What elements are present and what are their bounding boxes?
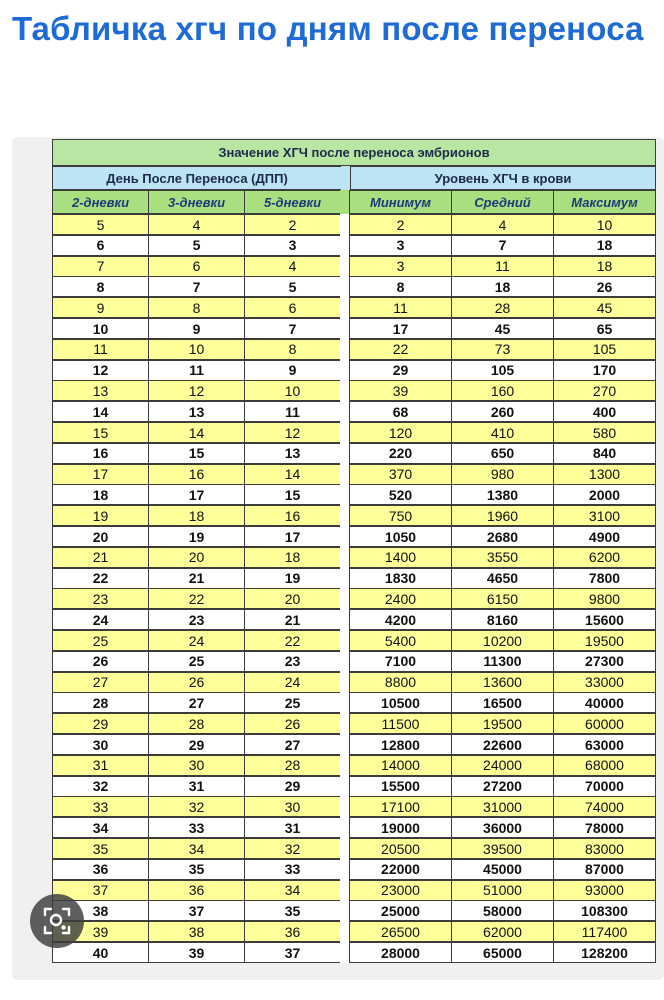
table-cell: 10 — [52, 318, 149, 339]
table-cell: 11300 — [451, 651, 554, 672]
table-cell: 24000 — [451, 755, 554, 776]
table-title: Значение ХГЧ после переноса эмбрионов — [52, 139, 656, 166]
table-cell: 93000 — [553, 880, 656, 901]
table-cell: 4 — [148, 214, 245, 235]
table-cell: 120 — [349, 422, 452, 443]
table-cell: 11 — [148, 360, 245, 381]
table-cell: 11 — [52, 339, 149, 360]
table-row — [53, 319, 657, 340]
table-row — [53, 298, 657, 319]
table-row — [53, 402, 657, 423]
table-cell: 14000 — [349, 755, 452, 776]
table-cell: 3 — [349, 256, 452, 277]
table-cell: 270 — [553, 380, 656, 401]
table-cell: 10200 — [451, 630, 554, 651]
table-cell: 45 — [451, 318, 554, 339]
table-cell: 45000 — [451, 859, 554, 880]
table-cell: 117400 — [553, 921, 656, 942]
table-cell: 19500 — [451, 713, 554, 734]
table-cell: 1300 — [553, 464, 656, 485]
column-header-row — [53, 191, 657, 215]
table-cell: 6200 — [553, 547, 656, 568]
col-min-header: Минимум — [349, 190, 452, 214]
table-cell: 60000 — [553, 713, 656, 734]
table-cell: 36 — [244, 921, 341, 942]
table-row — [53, 797, 657, 818]
table-cell: 28 — [244, 755, 341, 776]
table-cell: 15600 — [553, 609, 656, 630]
table-cell: 18 — [553, 235, 656, 256]
table-cell: 28000 — [349, 942, 452, 963]
table-cell: 108300 — [553, 900, 656, 921]
table-row — [53, 714, 657, 735]
table-cell: 19500 — [553, 630, 656, 651]
table-row — [53, 777, 657, 798]
table-cell: 58000 — [451, 900, 554, 921]
table-cell: 19 — [244, 568, 341, 589]
table-cell: 30 — [244, 796, 341, 817]
table-row — [53, 860, 657, 881]
table-cell: 15500 — [349, 776, 452, 797]
table-cell: 22 — [244, 630, 341, 651]
table-cell: 2 — [244, 214, 341, 235]
table-cell: 8 — [148, 297, 245, 318]
table-cell: 25000 — [349, 900, 452, 921]
table-cell: 4200 — [349, 609, 452, 630]
table-row — [53, 589, 657, 610]
table-cell: 4 — [451, 214, 554, 235]
table-cell: 9 — [244, 360, 341, 381]
table-cell: 25 — [244, 692, 341, 713]
table-cell: 3 — [244, 235, 341, 256]
table-cell: 39500 — [451, 838, 554, 859]
table-cell: 260 — [451, 401, 554, 422]
table-cell: 10 — [244, 380, 341, 401]
table-cell: 8160 — [451, 609, 554, 630]
table-row — [53, 381, 657, 402]
table-cell: 6 — [52, 235, 149, 256]
col-5day-header: 5-дневки — [244, 190, 341, 214]
table-row — [53, 340, 657, 361]
table-cell: 30 — [52, 734, 149, 755]
table-cell: 13600 — [451, 672, 554, 693]
table-cell: 24 — [148, 630, 245, 651]
table-cell: 62000 — [451, 921, 554, 942]
table-cell: 7 — [244, 318, 341, 339]
table-cell: 3100 — [553, 505, 656, 526]
table-cell: 24 — [244, 672, 341, 693]
table-cell: 20500 — [349, 838, 452, 859]
table-row — [53, 277, 657, 298]
table-cell: 25 — [52, 630, 149, 651]
table-cell: 31 — [244, 817, 341, 838]
table-cell: 7 — [52, 256, 149, 277]
table-cell: 19 — [52, 505, 149, 526]
table-cell: 37 — [244, 942, 341, 963]
table-row — [53, 756, 657, 777]
table-row — [53, 361, 657, 382]
table-cell: 5400 — [349, 630, 452, 651]
table-cell: 400 — [553, 401, 656, 422]
visual-search-lens-icon — [41, 905, 73, 937]
table-cell: 980 — [451, 464, 554, 485]
table-row — [53, 839, 657, 860]
table-cell: 83000 — [553, 838, 656, 859]
table-cell: 4650 — [451, 568, 554, 589]
table-cell: 37 — [148, 900, 245, 921]
table-cell: 26 — [553, 276, 656, 297]
table-cell: 39 — [52, 921, 149, 942]
table-cell: 1380 — [451, 484, 554, 505]
table-cell: 10 — [553, 214, 656, 235]
table-cell: 20 — [148, 547, 245, 568]
table-cell: 15 — [244, 484, 341, 505]
table-cell: 8800 — [349, 672, 452, 693]
table-cell: 78000 — [553, 817, 656, 838]
table-cell: 23 — [148, 609, 245, 630]
table-cell: 2000 — [553, 484, 656, 505]
table-title-row — [53, 140, 657, 167]
table-cell: 22600 — [451, 734, 554, 755]
table-cell: 5 — [244, 276, 341, 297]
table-cell: 22000 — [349, 859, 452, 880]
table-row — [53, 485, 657, 506]
table-cell: 7 — [148, 276, 245, 297]
table-cell: 28 — [451, 297, 554, 318]
table-cell: 31 — [52, 755, 149, 776]
table-row — [53, 215, 657, 236]
table-cell: 12 — [52, 360, 149, 381]
table-cell: 26 — [244, 713, 341, 734]
table-cell: 16 — [52, 443, 149, 464]
table-cell: 65 — [553, 318, 656, 339]
table-cell: 27300 — [553, 651, 656, 672]
table-cell: 3550 — [451, 547, 554, 568]
table-cell: 21 — [244, 609, 341, 630]
table-cell: 29 — [244, 776, 341, 797]
table-cell: 29 — [148, 734, 245, 755]
page-title: Табличка хгч по дням после переноса — [12, 10, 644, 47]
table-cell: 128200 — [553, 942, 656, 963]
table-cell: 17 — [349, 318, 452, 339]
table-cell: 28 — [148, 713, 245, 734]
table-cell: 27 — [148, 692, 245, 713]
table-cell: 105 — [451, 360, 554, 381]
table-row — [53, 527, 657, 548]
table-cell: 11 — [244, 401, 341, 422]
table-row — [53, 423, 657, 444]
table-cell: 36000 — [451, 817, 554, 838]
table-cell: 11 — [451, 256, 554, 277]
col-3day-header: 3-дневки — [148, 190, 245, 214]
table-cell: 35 — [52, 838, 149, 859]
table-cell: 35 — [148, 859, 245, 880]
table-cell: 37 — [52, 880, 149, 901]
table-cell: 68 — [349, 401, 452, 422]
table-cell: 24 — [52, 609, 149, 630]
table-cell: 63000 — [553, 734, 656, 755]
table-cell: 68000 — [553, 755, 656, 776]
table-cell: 1400 — [349, 547, 452, 568]
table-cell: 38 — [148, 921, 245, 942]
table-cell: 10 — [148, 339, 245, 360]
table-cell: 40 — [52, 942, 149, 963]
table-cell: 2 — [349, 214, 452, 235]
table-cell: 31000 — [451, 796, 554, 817]
table-cell: 45 — [553, 297, 656, 318]
table-cell: 14 — [244, 464, 341, 485]
table-row — [53, 631, 657, 652]
table-cell: 160 — [451, 380, 554, 401]
table-cell: 31 — [148, 776, 245, 797]
table-cell: 34 — [148, 838, 245, 859]
table-cell: 9 — [148, 318, 245, 339]
table-cell: 20 — [52, 526, 149, 547]
table-cell: 370 — [349, 464, 452, 485]
table-cell: 13 — [244, 443, 341, 464]
table-row — [53, 444, 657, 465]
table-cell: 17 — [148, 484, 245, 505]
table-cell: 33 — [244, 859, 341, 880]
table-cell: 1830 — [349, 568, 452, 589]
table-cell: 15 — [52, 422, 149, 443]
table-cell: 520 — [349, 484, 452, 505]
table-cell: 23 — [244, 651, 341, 672]
table-cell: 23 — [52, 588, 149, 609]
col-2day-header: 2-дневки — [52, 190, 149, 214]
table-cell: 14 — [52, 401, 149, 422]
table-cell: 26500 — [349, 921, 452, 942]
table-cell: 32 — [244, 838, 341, 859]
table-cell: 30 — [148, 755, 245, 776]
table-cell: 13 — [148, 401, 245, 422]
table-cell: 21 — [148, 568, 245, 589]
table-cell: 26 — [52, 651, 149, 672]
table-cell: 4900 — [553, 526, 656, 547]
table-cell: 12 — [244, 422, 341, 443]
table-cell: 36 — [148, 880, 245, 901]
table-cell: 20 — [244, 588, 341, 609]
table-cell: 17 — [244, 526, 341, 547]
table-cell: 170 — [553, 360, 656, 381]
hcg-table — [53, 140, 657, 972]
table-cell: 27200 — [451, 776, 554, 797]
col-max-header: Максимум — [553, 190, 656, 214]
table-cell: 73 — [451, 339, 554, 360]
table-cell: 105 — [553, 339, 656, 360]
table-cell: 11 — [349, 297, 452, 318]
table-cell: 74000 — [553, 796, 656, 817]
table-cell: 7100 — [349, 651, 452, 672]
table-cell: 29 — [52, 713, 149, 734]
table-cell: 65000 — [451, 942, 554, 963]
table-cell: 7800 — [553, 568, 656, 589]
table-cell: 26 — [148, 672, 245, 693]
table-row — [53, 610, 657, 631]
table-cell: 840 — [553, 443, 656, 464]
table-row — [53, 922, 657, 943]
table-cell: 580 — [553, 422, 656, 443]
col-avg-header: Средний — [451, 190, 554, 214]
table-cell: 87000 — [553, 859, 656, 880]
table-cell: 28 — [52, 692, 149, 713]
table-cell: 25 — [148, 651, 245, 672]
table-row — [53, 257, 657, 278]
table-cell: 4 — [244, 256, 341, 277]
table-cell: 17 — [52, 464, 149, 485]
table-cell: 32 — [52, 776, 149, 797]
table-group-row — [53, 167, 657, 191]
table-cell: 16500 — [451, 692, 554, 713]
table-cell: 5 — [52, 214, 149, 235]
table-cell: 15 — [148, 443, 245, 464]
table-cell: 32 — [148, 796, 245, 817]
table-cell: 35 — [244, 900, 341, 921]
table-cell: 2680 — [451, 526, 554, 547]
table-cell: 12 — [148, 380, 245, 401]
table-cell: 6150 — [451, 588, 554, 609]
table-cell: 220 — [349, 443, 452, 464]
table-cell: 34 — [244, 880, 341, 901]
table-cell: 36 — [52, 859, 149, 880]
table-cell: 2400 — [349, 588, 452, 609]
table-cell: 51000 — [451, 880, 554, 901]
table-cell: 18 — [148, 505, 245, 526]
table-cell: 11500 — [349, 713, 452, 734]
table-cell: 33000 — [553, 672, 656, 693]
table-cell: 22 — [349, 339, 452, 360]
table-row — [53, 818, 657, 839]
table-cell: 33 — [52, 796, 149, 817]
table-cell: 29 — [349, 360, 452, 381]
table-cell: 6 — [244, 297, 341, 318]
table-cell: 22 — [52, 568, 149, 589]
table-row — [53, 652, 657, 673]
table-row — [53, 943, 657, 964]
table-cell: 21 — [52, 547, 149, 568]
table-cell: 410 — [451, 422, 554, 443]
table-cell: 39 — [148, 942, 245, 963]
table-cell: 1050 — [349, 526, 452, 547]
table-row — [53, 901, 657, 922]
table-cell: 39 — [349, 380, 452, 401]
table-row — [53, 693, 657, 714]
table-cell: 22 — [148, 588, 245, 609]
table-cell: 8 — [349, 276, 452, 297]
table-row — [53, 881, 657, 902]
table-cell: 8 — [244, 339, 341, 360]
table-cell: 7 — [451, 235, 554, 256]
table-cell: 40000 — [553, 692, 656, 713]
table-cell: 16 — [244, 505, 341, 526]
table-cell: 18 — [451, 276, 554, 297]
table-cell: 27 — [244, 734, 341, 755]
visual-search-button[interactable] — [30, 894, 84, 948]
table-cell: 18 — [244, 547, 341, 568]
table-cell: 9 — [52, 297, 149, 318]
table-cell: 1960 — [451, 505, 554, 526]
table-cell: 70000 — [553, 776, 656, 797]
table-cell: 17100 — [349, 796, 452, 817]
table-cell: 750 — [349, 505, 452, 526]
table-row — [53, 506, 657, 527]
table-cell: 18 — [52, 484, 149, 505]
table-cell: 34 — [52, 817, 149, 838]
table-cell: 23000 — [349, 880, 452, 901]
table-row — [53, 735, 657, 756]
table-cell: 3 — [349, 235, 452, 256]
table-cell: 10500 — [349, 692, 452, 713]
table-cell: 14 — [148, 422, 245, 443]
table-cell: 16 — [148, 464, 245, 485]
table-cell: 6 — [148, 256, 245, 277]
table-cell: 5 — [148, 235, 245, 256]
table-cell: 19 — [148, 526, 245, 547]
table-cell: 9800 — [553, 588, 656, 609]
table-cell: 8 — [52, 276, 149, 297]
group-days-header: День После Переноса (ДПП) — [52, 166, 342, 190]
table-row — [53, 465, 657, 486]
table-cell: 38 — [52, 900, 149, 921]
table-row — [53, 236, 657, 257]
table-cell: 18 — [553, 256, 656, 277]
table-row — [53, 569, 657, 590]
table-cell: 12800 — [349, 734, 452, 755]
table-cell: 27 — [52, 672, 149, 693]
table-cell: 33 — [148, 817, 245, 838]
table-cell: 650 — [451, 443, 554, 464]
table-row — [53, 548, 657, 569]
table-cell: 13 — [52, 380, 149, 401]
table-row — [53, 673, 657, 694]
table-cell: 19000 — [349, 817, 452, 838]
group-level-header: Уровень ХГЧ в крови — [350, 166, 656, 190]
